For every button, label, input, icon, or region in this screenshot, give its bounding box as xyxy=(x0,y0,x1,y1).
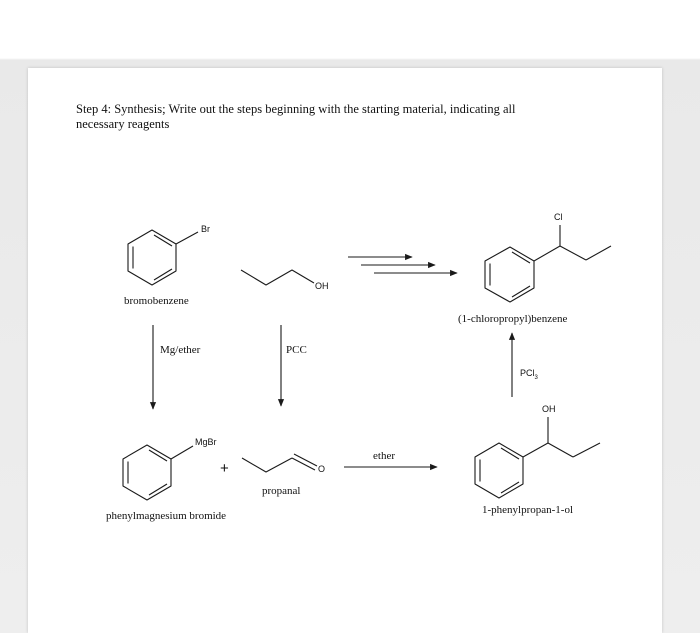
target-name: (1-chloropropyl)benzene xyxy=(458,313,568,325)
reagent-ether: ether xyxy=(373,450,395,462)
propanol-structure xyxy=(241,270,314,285)
reagent-mg-ether: Mg/ether xyxy=(160,344,201,356)
chlorine-atom-label: Cl xyxy=(554,212,563,222)
reagent-pcl3 xyxy=(520,368,538,383)
reagent-pcl3-formula: PCl xyxy=(520,368,535,378)
bromobenzene-name: bromobenzene xyxy=(124,295,189,307)
mgbr-atom-label: MgBr xyxy=(195,437,217,447)
phenylpropanol-structure xyxy=(475,417,600,498)
reagent-pcl3-subscript: 3 xyxy=(534,374,538,381)
propanal-name: propanal xyxy=(262,485,301,497)
bromobenzene-structure xyxy=(128,230,198,285)
alcohol-name: 1-phenylpropan-1-ol xyxy=(482,504,574,516)
hydroxyl-atom-label: OH xyxy=(315,281,329,291)
phenylmagnesium-bromide-structure xyxy=(123,445,193,500)
alcohol-hydroxyl-label: OH xyxy=(542,404,556,414)
carbonyl-oxygen-label: O xyxy=(318,464,326,474)
chloropropylbenzene-structure xyxy=(485,225,611,302)
plus-sign: + xyxy=(220,460,229,477)
propanal-structure xyxy=(242,454,317,472)
grignard-name: phenylmagnesium bromide xyxy=(106,510,227,522)
reagent-pcc: PCC xyxy=(286,344,307,356)
bromine-atom-label: Br xyxy=(201,224,210,234)
question-title: Step 4: Synthesis; Write out the steps beginning with the starting material, indicating all necessary reagents xyxy=(76,102,516,131)
